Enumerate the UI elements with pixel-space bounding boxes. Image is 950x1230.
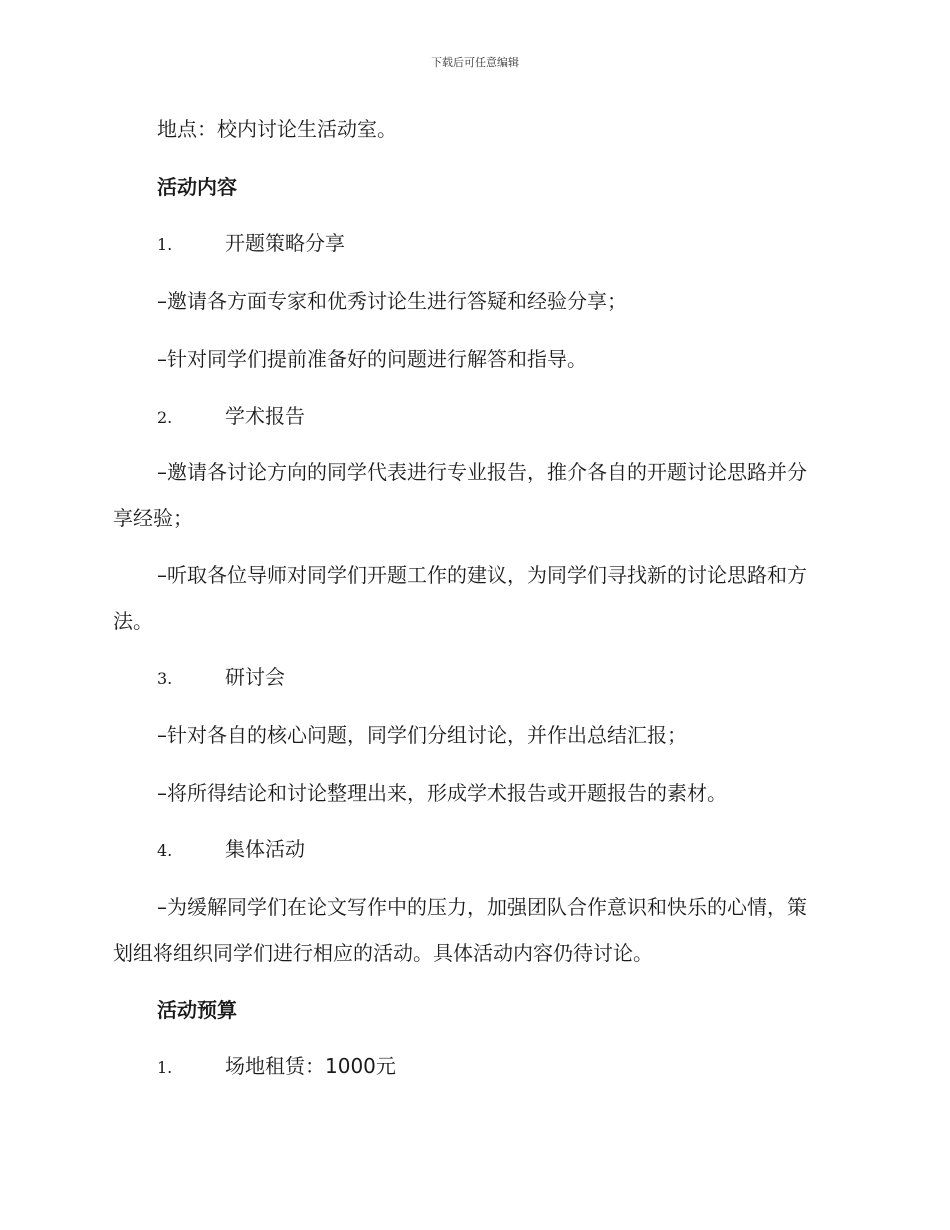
location-line: 地点：校内讨论生活动室。 xyxy=(157,117,397,141)
item-paragraph: –听取各位导师对同学们开题工作的建议，为同学们寻找新的讨论思路和方法。 xyxy=(113,563,807,633)
item-number: 4. xyxy=(157,841,173,860)
item-title: 学术报告 xyxy=(225,404,305,428)
section-title-budget: 活动预算 xyxy=(157,998,237,1022)
budget-item: 场地租赁：1000元 xyxy=(225,1054,396,1078)
item-title: 集体活动 xyxy=(225,837,305,861)
item-number: 2. xyxy=(157,408,173,427)
item-number: 1. xyxy=(157,235,173,254)
section-title-activity: 活动内容 xyxy=(157,175,237,199)
item-line: –针对各自的核心问题，同学们分组讨论，并作出总结汇报； xyxy=(157,723,687,747)
item-title: 研讨会 xyxy=(225,665,285,689)
item-paragraph: –为缓解同学们在论文写作中的压力，加强团队合作意识和快乐的心情，策划组将组织同学们进行相应的活动。具体活动内容仍待讨论。 xyxy=(113,895,807,965)
item-line: –针对同学们提前准备好的问题进行解答和指导。 xyxy=(157,347,587,371)
item-number: 3. xyxy=(157,669,173,688)
item-line: –邀请各方面专家和优秀讨论生进行答疑和经验分享； xyxy=(157,289,627,313)
item-title: 开题策略分享 xyxy=(225,231,345,255)
item-number: 1. xyxy=(157,1058,173,1077)
item-line: –将所得结论和讨论整理出来，形成学术报告或开题报告的素材。 xyxy=(157,781,727,805)
header-note: 下载后可任意编辑 xyxy=(431,56,519,69)
item-paragraph: –邀请各讨论方向的同学代表进行专业报告，推介各自的开题讨论思路并分享经验； xyxy=(113,460,807,530)
